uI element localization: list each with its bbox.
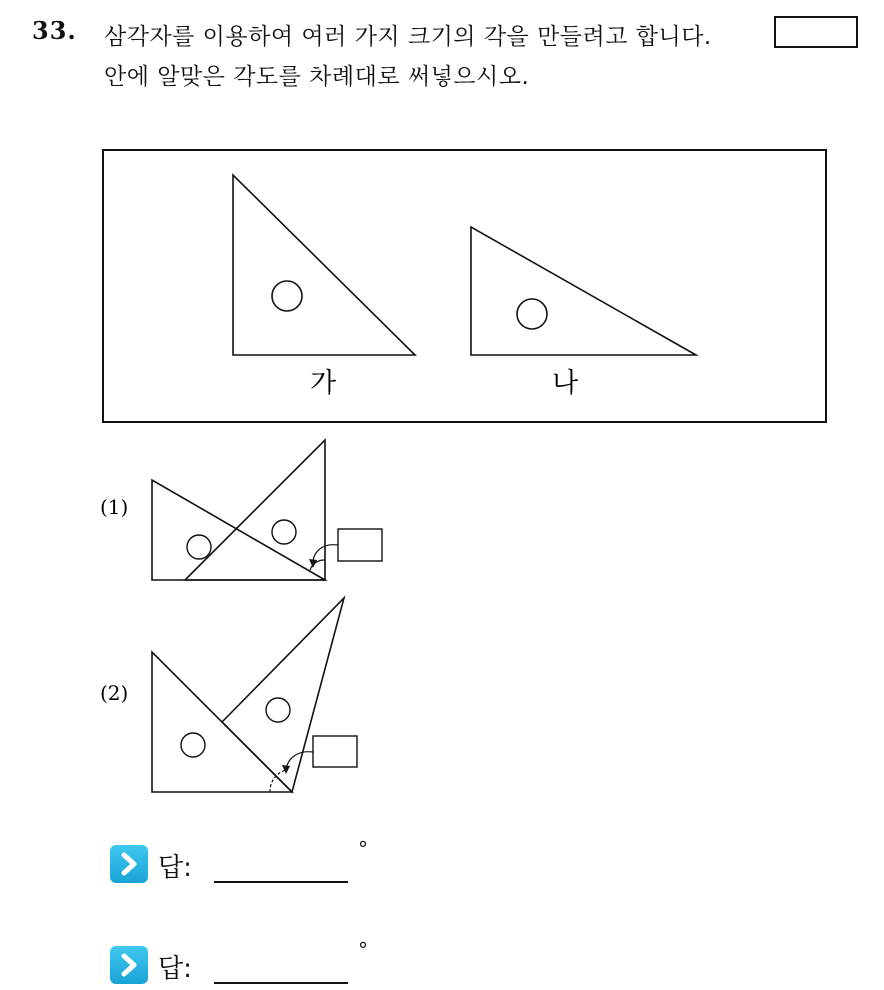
part1-hole-a <box>187 535 211 559</box>
part1-triangle-30-60 <box>152 480 325 580</box>
part1-answer-box <box>338 529 382 561</box>
reference-frame <box>103 150 826 422</box>
part-label-2: (2) <box>100 681 129 705</box>
part2-triangle-30-60 <box>222 598 344 792</box>
question-text-line2: 안에 알맞은 각도를 차례대로 써넣으시오. <box>104 64 530 90</box>
part2-hole-a <box>181 733 205 757</box>
part2-answer-box <box>313 736 357 767</box>
set-square-30-60-hole <box>517 299 547 329</box>
answer-label: 답: <box>158 853 192 883</box>
answer-label: 답: <box>158 954 192 984</box>
triangle-label-na: 나 <box>551 368 579 399</box>
answer-input-line[interactable] <box>214 881 348 883</box>
answer-input-line[interactable] <box>214 982 348 984</box>
degree-unit: ° <box>358 938 368 962</box>
part-label-1: (1) <box>100 495 129 519</box>
chevron-right-icon <box>110 946 148 984</box>
part1-triangle-45 <box>185 440 325 580</box>
part2-hole-b <box>266 698 290 722</box>
set-square-45 <box>233 175 415 355</box>
part1-arrowhead <box>309 559 317 568</box>
degree-unit: ° <box>358 837 368 861</box>
set-square-45-hole <box>272 281 302 311</box>
question-number: 33. <box>32 16 77 45</box>
part2-arrowhead <box>282 765 290 774</box>
chevron-right-icon <box>110 845 148 883</box>
set-square-30-60 <box>471 227 696 355</box>
question-text-line1: 삼각자를 이용하여 여러 가지 크기의 각을 만들려고 합니다. <box>104 24 712 50</box>
triangle-label-ga: 가 <box>309 368 337 399</box>
part1-hole-b <box>272 520 296 544</box>
